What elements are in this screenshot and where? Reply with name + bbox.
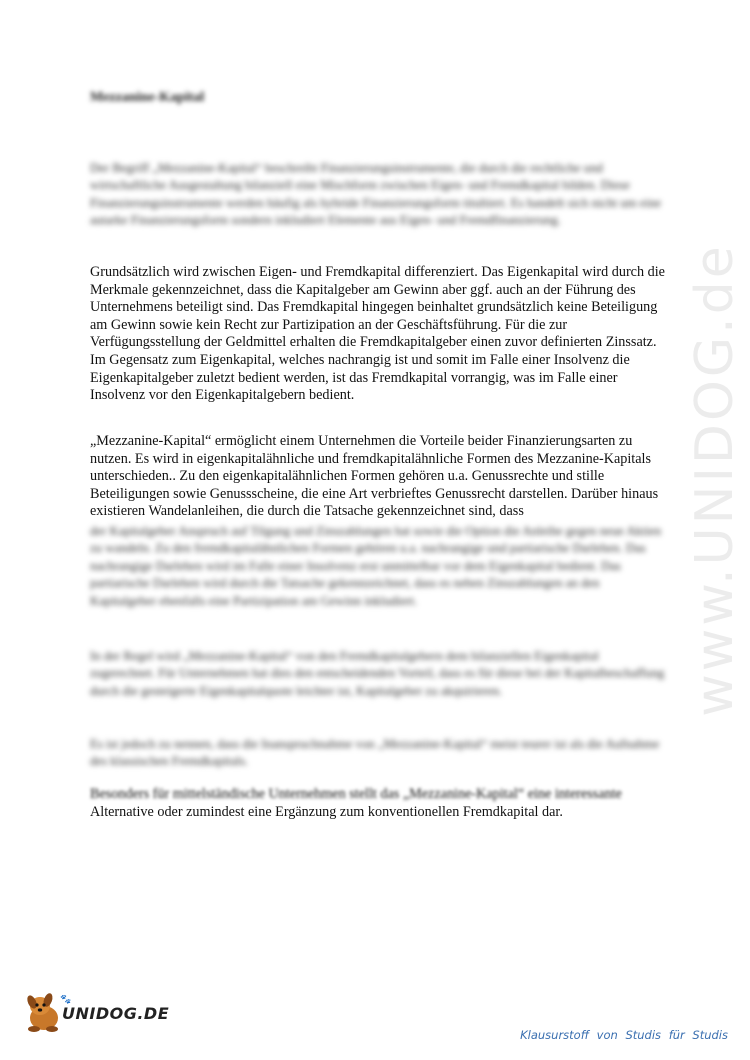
paragraph-regel: In der Regel wird „Mezzanine-Kapital“ von den Fremdkapitalgebern dem bilanziellen Eigenkapital zugerechnet. Für Unternehmen hat dies den entscheidenden Vorteil, dass es für diese bei der Kapitalbeschaffung durch die gesteigerte Eigenkapitalquote leichter ist, Kapitalgeber zu akquirieren.: [90, 649, 665, 698]
logo-text: UNIDOG.DE: [62, 1004, 170, 1023]
paragraph-mezzanine: „Mezzanine-Kapital“ ermöglicht einem Unternehmen die Vorteile beider Finanzierungsarten zu nutzen. Es wird in eigenkapitalähnliche und fremdkapitalähnliche Formen des Mezzanine-Kapitals unterschieden.. Zu den eigenkapitalähnlichen Formen gehören u.a. Genussrechte und stille Beteiligungen sowie Genussscheine, die eine Art verbrieftes Genussrecht darstellen. Darüber hinaus existieren Wandelanleihen, die durch die Tatsache gekennzeichnet sind, dass: [90, 433, 659, 520]
paragraph-emission: Es ist jedoch zu nennen, dass die Inanspruchnahme von „Mezzanine-Kapital“ meist teurer ist als die Aufnahme des klassischen Fremdkapitals.: [90, 737, 660, 769]
paw-icon: 🐾: [60, 994, 72, 1004]
watermark: www.UNIDOG.de: [685, 243, 745, 717]
footer-tagline: Klausurstoff von Studis für Studis: [520, 1028, 728, 1042]
paragraph-intro: Der Begriff „Mezzanine-Kapital“ beschreibt Finanzierungsinstrumente, die durch die rechtliche und wirtschaftliche Ausgestaltung bilanziell eine Mischform zwischen Eigen- und Fremdkapital bilden. Diese Finanzierungsinstrumente werden häufig als hybride Finanzierungsform titultiert. Es handelt sich nicht um eine autarke Finanzierungsform sondern inkludiert Elemente aus Eigen- und Fremdfinanzierung.: [90, 161, 662, 228]
paragraph-grundsaetzlich: Grundsätzlich wird zwischen Eigen- und Fremdkapital differenziert. Das Eigenkapital wird durch die Merkmale gekennzeichnet, dass die Kapitalgeber am Gewinn aber ggf. auch an der Führung des Unternehmens beteiligt sind. Das Fremdkapital hingegen beinhaltet grundsätzlich keine Beteiligung am Gewinn sowie kein Recht zur Partizipation an der Geschäftsführung. Für die zur Verfügungsstellung der Geldmittel erhalten die Fremdkapitalgeber einen zuvor definierten Zinssatz. Im Gegensatz zum Eigenkapital, welches nachrangig ist und somit im Falle einer Insolvenz die Eigenkapitalgeber zuletzt bedient werden, ist das Fremdkapital vorrangig, was im Falle einer Insolvenz vor den Eigenkapitalgebern bedient.: [90, 264, 665, 404]
paragraph-besonders-line1: Besonders für mittelständische Unternehmen stellt das „Mezzanine-Kapital“ eine interessante: [90, 786, 622, 802]
paragraph-besonders-line2: Alternative oder zumindest eine Ergänzung zum konventionellen Fremdkapital dar.: [90, 803, 563, 820]
document-title: Mezzanine-Kapital: [90, 90, 205, 105]
paragraph-besonders: [90, 786, 665, 821]
paragraph-mezzanine-continued: der Kapitalgeber Anspruch auf Tilgung und Zinszahlungen hat sowie die Option die Anleihe gegen neue Aktien zu wandeln. Zu den fremdkapitalähnlichen Formen gehören u.a. nachrangige und partiarische Darlehen. Das nachrangige Darlehen wird im Falle einer Insolvenz erst unmittelbar vor dem Eigenkapital bedient. Das partiarische Darlehen wird durch die Tatsache gekennzeichnet, dass es neben Zinszahlungen an den Kapitalgeber ebenfalls eine Partizipation am Gewinn inkludiert.: [90, 524, 662, 608]
